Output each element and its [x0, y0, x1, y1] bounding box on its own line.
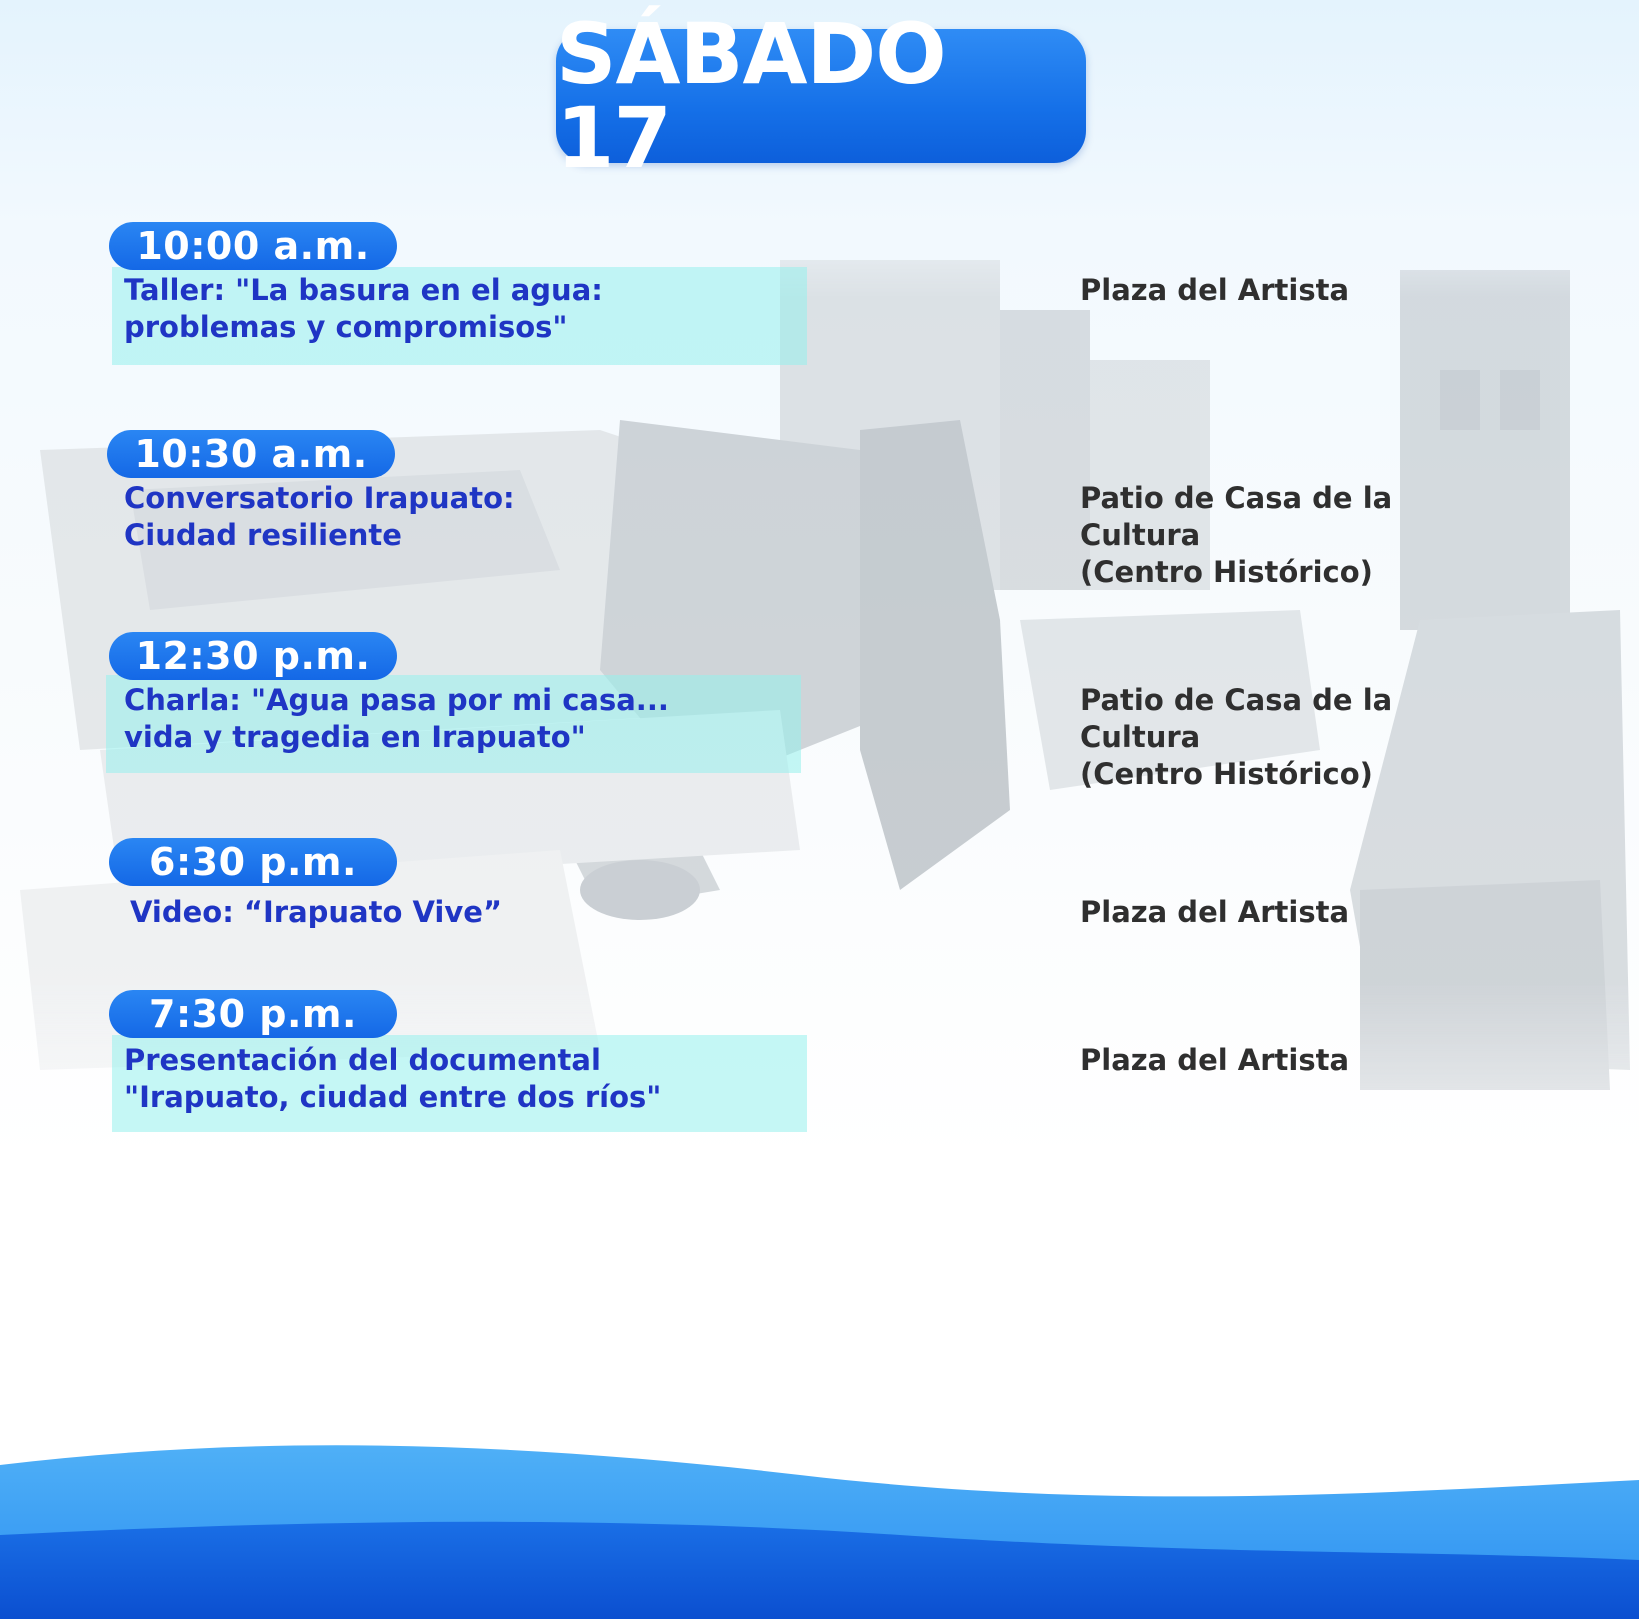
event-venue-1: Plaza del Artista	[1080, 273, 1350, 307]
time-pill-5: 7:30 p.m.	[109, 990, 397, 1038]
event-title-3: Charla: "Agua pasa por mi casa... vida y tragedia en Irapuato"	[124, 683, 669, 754]
bottom-wave-decoration	[0, 1440, 1639, 1619]
event-title-4: Video: “Irapuato Vive”	[130, 895, 503, 929]
event-venue-4: Plaza del Artista	[1080, 895, 1350, 929]
day-title: SÁBADO 17	[556, 5, 946, 187]
day-header-badge	[556, 5, 1086, 187]
time-pill-4: 6:30 p.m.	[109, 838, 397, 886]
time-pill-2: 10:30 a.m.	[107, 430, 395, 478]
event-venue-2: Patio de Casa de la Cultura (Centro Histórico)	[1080, 481, 1393, 589]
event-title-5: Presentación del documental "Irapuato, ciudad entre dos ríos"	[124, 1043, 662, 1114]
time-pill-1: 10:00 a.m.	[109, 222, 397, 270]
event-venue-5: Plaza del Artista	[1080, 1043, 1350, 1077]
time-pill-3: 12:30 p.m.	[109, 632, 397, 680]
event-title-2: Conversatorio Irapuato: Ciudad resiliente	[124, 481, 515, 552]
event-venue-3: Patio de Casa de la Cultura (Centro Histórico)	[1080, 683, 1393, 791]
event-title-1: Taller: "La basura en el agua: problemas y compromisos"	[124, 273, 603, 344]
